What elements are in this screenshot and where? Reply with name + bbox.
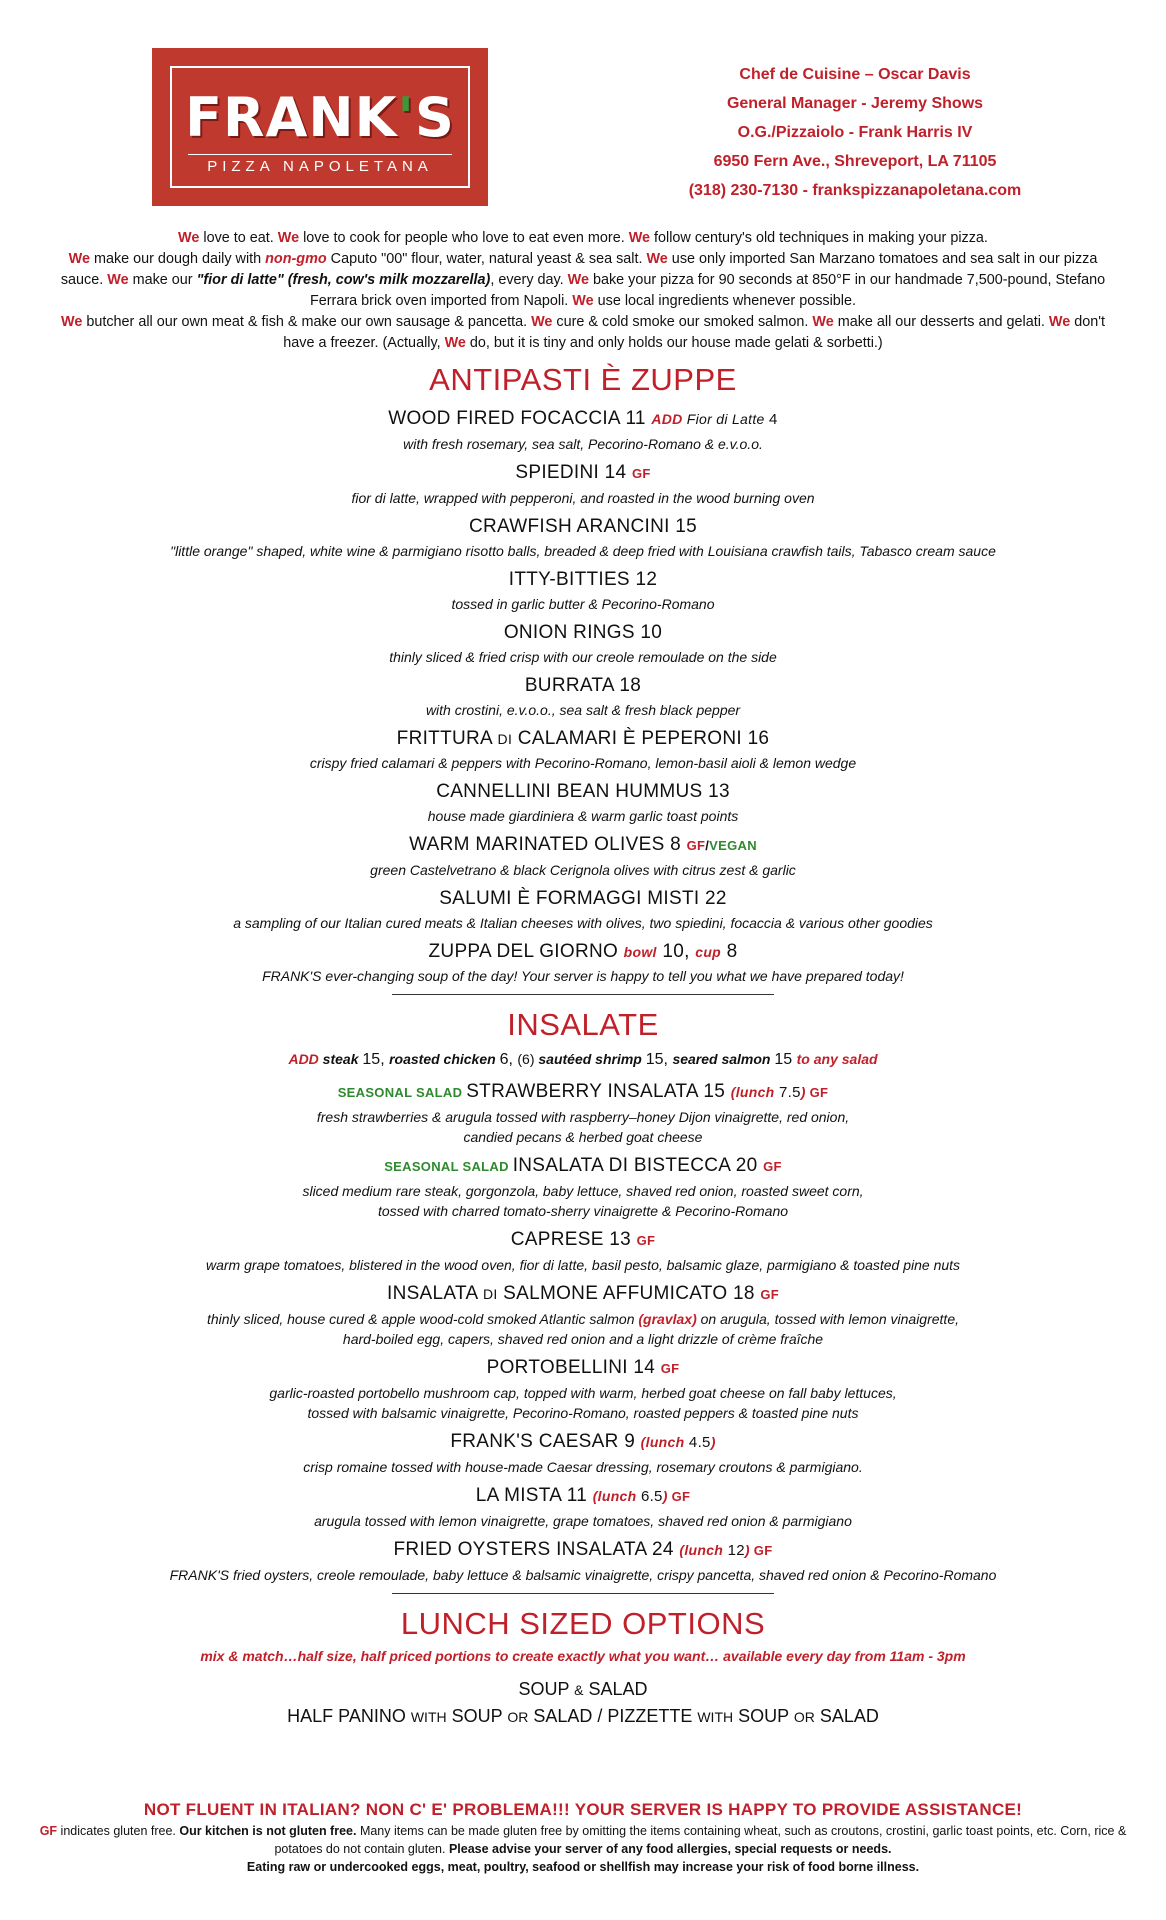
desc-segment: thinly sliced, house cured & apple wood-cold smoked Atlantic salmon	[207, 1311, 639, 1327]
item-description: crisp romaine tossed with house-made Caesar dressing, rosemary croutons & parmigiano.	[303, 1459, 863, 1475]
logo-name-a: FRANK	[185, 86, 398, 149]
item-name: WARM MARINATED OLIVES 8	[409, 834, 687, 855]
seasonal-badge: SEASONAL SALAD	[337, 1085, 467, 1100]
intro-text-segment: butcher all our own meat & fish & make our own sausage & pancetta.	[82, 314, 532, 330]
we-word: We	[1048, 314, 1071, 330]
menu-item-hummus: CANNELLINI BEAN HUMMUS 13	[436, 781, 730, 802]
item-description: "little orange" shaped, white wine & parmigiano risotto balls, breaded & deep fried with Louisiana crawfish tails, Tabasco cream sauce	[170, 543, 996, 559]
menu-item-la-mista	[40, 1482, 1126, 1511]
addon-label: roasted chicken	[389, 1051, 500, 1067]
lunch-price: 7.5	[774, 1084, 801, 1101]
intro-text-segment: do, but it is tiny and only holds our house made gelati & sorbetti.)	[465, 335, 883, 351]
addon-price: 4	[764, 411, 778, 428]
intro-text-segment: love to cook for people who love to eat even more.	[299, 230, 629, 246]
di-word: DI	[497, 731, 513, 747]
lunch-text: SOUP	[518, 1679, 575, 1699]
addon-qty: (6)	[517, 1051, 539, 1067]
we-word: We	[572, 293, 594, 309]
menu-item-spiedini	[40, 459, 1126, 488]
lunch-price: 6.5	[636, 1488, 663, 1505]
item-name: WOOD FIRED FOCACCIA 11	[388, 408, 652, 429]
lunch-label: (lunch	[730, 1084, 775, 1100]
logo-apostrophe: '	[397, 86, 415, 149]
intro-text-segment: follow century's old techniques in making your pizza.	[650, 230, 988, 246]
section-title-lunch: LUNCH SIZED OPTIONS	[400, 1606, 766, 1641]
og-line: O.G./Pizzaiolo - Frank Harris IV	[737, 124, 973, 141]
lunch-text: WITH	[697, 1709, 734, 1725]
item-description: hard-boiled egg, capers, shaved red onion and a light drizzle of crème fraîche	[342, 1331, 824, 1347]
item-name: INSALATA	[386, 1283, 483, 1304]
intro-text-segment: make our dough daily with	[89, 251, 266, 267]
logo	[152, 48, 488, 206]
intro-text-segment: bake your pizza for 90 seconds at 850°F in our handmade 7,500-pound, Stefano Ferrara brick oven imported from Napoli.	[309, 272, 1106, 309]
gf-badge: GF	[631, 466, 651, 481]
we-word: We	[178, 230, 200, 246]
fior-di-latte-label: "fior di latte" (fresh, cow's milk mozzarella)	[196, 272, 491, 288]
section-title-antipasti: ANTIPASTI È ZUPPE	[429, 362, 737, 397]
intro-text-segment: use local ingredients whenever possible.	[593, 293, 857, 309]
item-name: CALAMARI È PEPERONI 16	[512, 728, 770, 749]
item-description: with crostini, e.v.o.o., sea salt & fresh black pepper	[425, 702, 741, 718]
lunch-close: )	[662, 1488, 668, 1504]
item-name: INSALATA DI BISTECCA 20	[512, 1155, 764, 1176]
lunch-text: SALAD / PIZZETTE	[528, 1706, 698, 1726]
cup-price: 8	[721, 941, 738, 962]
item-description	[40, 1309, 1126, 1329]
bowl-price: 10,	[656, 941, 696, 962]
item-description: tossed with balsamic vinaigrette, Pecorino-Romano, roasted peppers & toasted pine nuts	[307, 1405, 859, 1421]
item-description: candied pecans & herbed goat cheese	[463, 1129, 703, 1145]
item-name: CAPRESE 13	[510, 1229, 637, 1250]
item-description: house made giardiniera & warm garlic toast points	[427, 808, 739, 824]
lunch-text: &	[574, 1682, 584, 1698]
item-name: LA MISTA 11	[475, 1485, 593, 1506]
lunch-close: )	[800, 1084, 806, 1100]
logo-name-b: S	[414, 86, 455, 149]
intro-text-segment: cure & cold smoke our smoked salmon.	[552, 314, 813, 330]
lunch-price: 4.5	[684, 1434, 711, 1451]
lunch-note: mix & match…half size, half priced portions to create exactly what you want… available every day from 11am - 3pm	[200, 1648, 966, 1664]
we-word: We	[61, 314, 83, 330]
menu-item-caprese	[40, 1226, 1126, 1255]
addon-label: seared salmon	[672, 1051, 775, 1067]
addon-price: 15	[774, 1051, 797, 1068]
menu-item-burrata: BURRATA 18	[524, 675, 642, 696]
intro-text	[58, 228, 1108, 354]
lunch-text: OR	[507, 1709, 529, 1725]
lunch-text: SALAD	[583, 1679, 648, 1699]
logo-rule	[188, 154, 452, 155]
notice-text: Many items can be made gluten free by omitting the items containing wheat, such as croutons, crostini, garlic toast points, etc. Corn, rice & potatoes do not contain gluten.	[274, 1824, 1127, 1856]
lunch-text: SOUP	[446, 1706, 508, 1726]
notice-text: Please advise your server of any food allergies, special requests or needs.	[448, 1842, 892, 1856]
item-name: SALMONE AFFUMICATO 18	[497, 1283, 761, 1304]
section-divider	[392, 994, 774, 995]
item-description: fior di latte, wrapped with pepperoni, and roasted in the wood burning oven	[351, 490, 815, 506]
menu-item-itty-bitties: ITTY-BITTIES 12	[508, 569, 658, 590]
addon-price: 6,	[499, 1051, 518, 1068]
cup-label: cup	[695, 944, 722, 960]
di-word: DI	[482, 1286, 498, 1302]
menu-item-zuppa	[40, 938, 1126, 966]
addon-label: steak	[318, 1051, 363, 1067]
non-gmo-label: non-gmo	[265, 251, 327, 267]
section-title-insalate: INSALATE	[507, 1007, 659, 1042]
add-label: ADD	[288, 1051, 319, 1067]
item-description: tossed in garlic butter & Pecorino-Romano	[451, 596, 715, 612]
gf-badge: GF	[686, 838, 706, 853]
menu-item-strawberry	[40, 1078, 1126, 1107]
we-word: We	[531, 314, 553, 330]
addon-price: 15,	[362, 1051, 390, 1068]
intro-text-segment: love to eat.	[199, 230, 278, 246]
section-divider	[392, 1593, 774, 1594]
menu-item-onion-rings: ONION RINGS 10	[503, 622, 663, 643]
addon-tail: to any salad	[796, 1051, 878, 1067]
menu-item-fried-oysters	[40, 1536, 1126, 1565]
lunch-price: 12	[723, 1542, 745, 1559]
lunch-text: OR	[793, 1709, 815, 1725]
addon-price: 15,	[645, 1051, 673, 1068]
item-name: FRITTURA	[396, 728, 498, 749]
seasonal-badge: SEASONAL SALAD	[384, 1159, 513, 1174]
gf-badge: GF	[636, 1233, 656, 1248]
lunch-option-1	[40, 1676, 1126, 1703]
contact-line: (318) 230-7130 - frankspizzanapoletana.com	[688, 182, 1022, 199]
lunch-text: SOUP	[733, 1706, 794, 1726]
item-name: FRANK'S CAESAR 9	[450, 1431, 641, 1452]
menu-item-arancini: CRAWFISH ARANCINI 15	[468, 516, 698, 537]
item-name: ZUPPA DEL GIORNO	[428, 941, 624, 962]
we-word: We	[444, 335, 466, 351]
addon-label: Fior di Latte	[682, 411, 765, 427]
item-description: garlic-roasted portobello mushroom cap, topped with warm, herbed goat cheese on fall baby lettuces,	[269, 1385, 897, 1401]
we-word: We	[68, 251, 90, 267]
intro-text-segment: use only imported San Marzano tomatoes and sea salt in our pizza sauce.	[60, 251, 1098, 288]
menu-item-focaccia	[40, 405, 1126, 434]
intro-text-segment: make all our desserts and gelati.	[833, 314, 1049, 330]
notice-title: NOT FLUENT IN ITALIAN? NON C' E' PROBLEMA!!! YOUR SERVER IS HAPPY TO PROVIDE ASSISTANCE!	[143, 1800, 1023, 1819]
we-word: We	[812, 314, 834, 330]
lunch-option-2	[40, 1703, 1126, 1730]
intro-text-segment: , every day.	[490, 272, 568, 288]
addon-label: sautéed shrimp	[538, 1051, 646, 1067]
gf-badge: GF	[667, 1489, 691, 1504]
menu-item-salumi: SALUMI È FORMAGGI MISTI 22	[439, 888, 727, 909]
gf-badge: GF	[805, 1085, 829, 1100]
lunch-label: (lunch	[679, 1542, 724, 1558]
menu-item-bistecca	[40, 1152, 1126, 1181]
intro-text-segment: make our	[128, 272, 197, 288]
menu-item-portobellini	[40, 1354, 1126, 1383]
gm-line: General Manager - Jeremy Shows	[726, 95, 984, 112]
gf-badge: GF	[749, 1543, 773, 1558]
item-name: STRAWBERRY INSALATA 15	[466, 1081, 731, 1102]
item-name: SPIEDINI 14	[515, 462, 632, 483]
item-description: sliced medium rare steak, gorgonzola, baby lettuce, shaved red onion, roasted sweet corn,	[302, 1183, 864, 1199]
desc-segment: on arugula, tossed with lemon vinaigrette,	[696, 1311, 959, 1327]
menu-item-caesar	[40, 1428, 1126, 1457]
menu-item-frittura	[40, 725, 1126, 753]
menu-item-olives	[40, 831, 1126, 860]
menu	[40, 360, 1126, 1730]
item-description: a sampling of our Italian cured meats & Italian cheeses with olives, two spiedini, focaccia & various other goodies	[233, 915, 933, 931]
item-name: FRIED OYSTERS INSALATA 24	[393, 1539, 680, 1560]
gf-badge: GF	[39, 1824, 58, 1838]
item-description: with fresh rosemary, sea salt, Pecorino-Romano & e.v.o.o.	[403, 436, 763, 452]
gravlax-label: (gravlax)	[638, 1311, 697, 1327]
we-word: We	[628, 230, 651, 246]
item-description: fresh strawberries & arugula tossed with raspberry–honey Dijon vinaigrette, red onion,	[316, 1109, 850, 1125]
item-description: arugula tossed with lemon vinaigrette, grape tomatoes, shaved red onion & parmigiano	[314, 1513, 852, 1529]
intro-text-segment: don't have a freezer. (Actually,	[283, 314, 1105, 351]
lunch-close: )	[710, 1434, 716, 1450]
intro-text-segment: Caputo "00" flour, water, natural yeast & sea salt.	[326, 251, 647, 267]
we-word: We	[277, 230, 300, 246]
chef-line: Chef de Cuisine – Oscar Davis	[739, 66, 971, 83]
lunch-text: WITH	[410, 1709, 447, 1725]
item-description: tossed with charred tomato-sherry vinaigrette & Pecorino-Romano	[377, 1203, 789, 1219]
gf-badge: GF	[660, 1361, 680, 1376]
salad-addons	[40, 1047, 1126, 1072]
bowl-label: bowl	[623, 944, 657, 960]
item-description: thinly sliced & fried crisp with our creole remoulade on the side	[389, 649, 777, 665]
vegan-badge: VEGAN	[709, 838, 757, 853]
gf-badge: GF	[760, 1287, 779, 1302]
lunch-label: (lunch	[640, 1434, 685, 1450]
gf-badge: GF	[763, 1159, 782, 1174]
we-word: We	[567, 272, 589, 288]
item-description: FRANK'S fried oysters, creole remoulade, baby lettuce & balsamic vinaigrette, crispy pancetta, shaved red onion & Pecorino-Romano	[169, 1567, 997, 1583]
lunch-text: SALAD	[814, 1706, 879, 1726]
address-line: 6950 Fern Ave., Shreveport, LA 71105	[713, 153, 997, 170]
logo-subtitle: PIZZA NAPOLETANA	[207, 158, 433, 175]
lunch-close: )	[744, 1542, 750, 1558]
notice-text: Our kitchen is not gluten free.	[179, 1824, 357, 1838]
item-description: crispy fried calamari & peppers with Pecorino-Romano, lemon-basil aioli & lemon wedge	[309, 755, 857, 771]
lunch-label: (lunch	[592, 1488, 637, 1504]
add-label: ADD	[651, 411, 683, 427]
notice-text: indicates gluten free.	[57, 1824, 180, 1838]
we-word: We	[107, 272, 129, 288]
notice-body	[20, 1822, 1146, 1876]
menu-item-salmone	[40, 1280, 1126, 1309]
tag-separator: /	[705, 838, 710, 853]
item-description: green Castelvetrano & black Cerignola olives with citrus zest & garlic	[370, 862, 796, 878]
item-name: PORTOBELLINI 14	[486, 1357, 661, 1378]
we-word: We	[646, 251, 668, 267]
item-description: warm grape tomatoes, blistered in the wood oven, fior di latte, basil pesto, balsamic glaze, parmigiano & toasted pine nuts	[205, 1257, 961, 1273]
lunch-text: HALF PANINO	[287, 1706, 411, 1726]
logo-name	[152, 86, 488, 149]
notice	[20, 1798, 1146, 1876]
notice-text: Eating raw or undercooked eggs, meat, poultry, seafood or shellfish may increase your risk of food borne illness.	[246, 1860, 920, 1874]
staff-info	[640, 60, 1070, 205]
item-description: FRANK'S ever-changing soup of the day! Your server is happy to tell you what we have prepared today!	[262, 968, 904, 984]
